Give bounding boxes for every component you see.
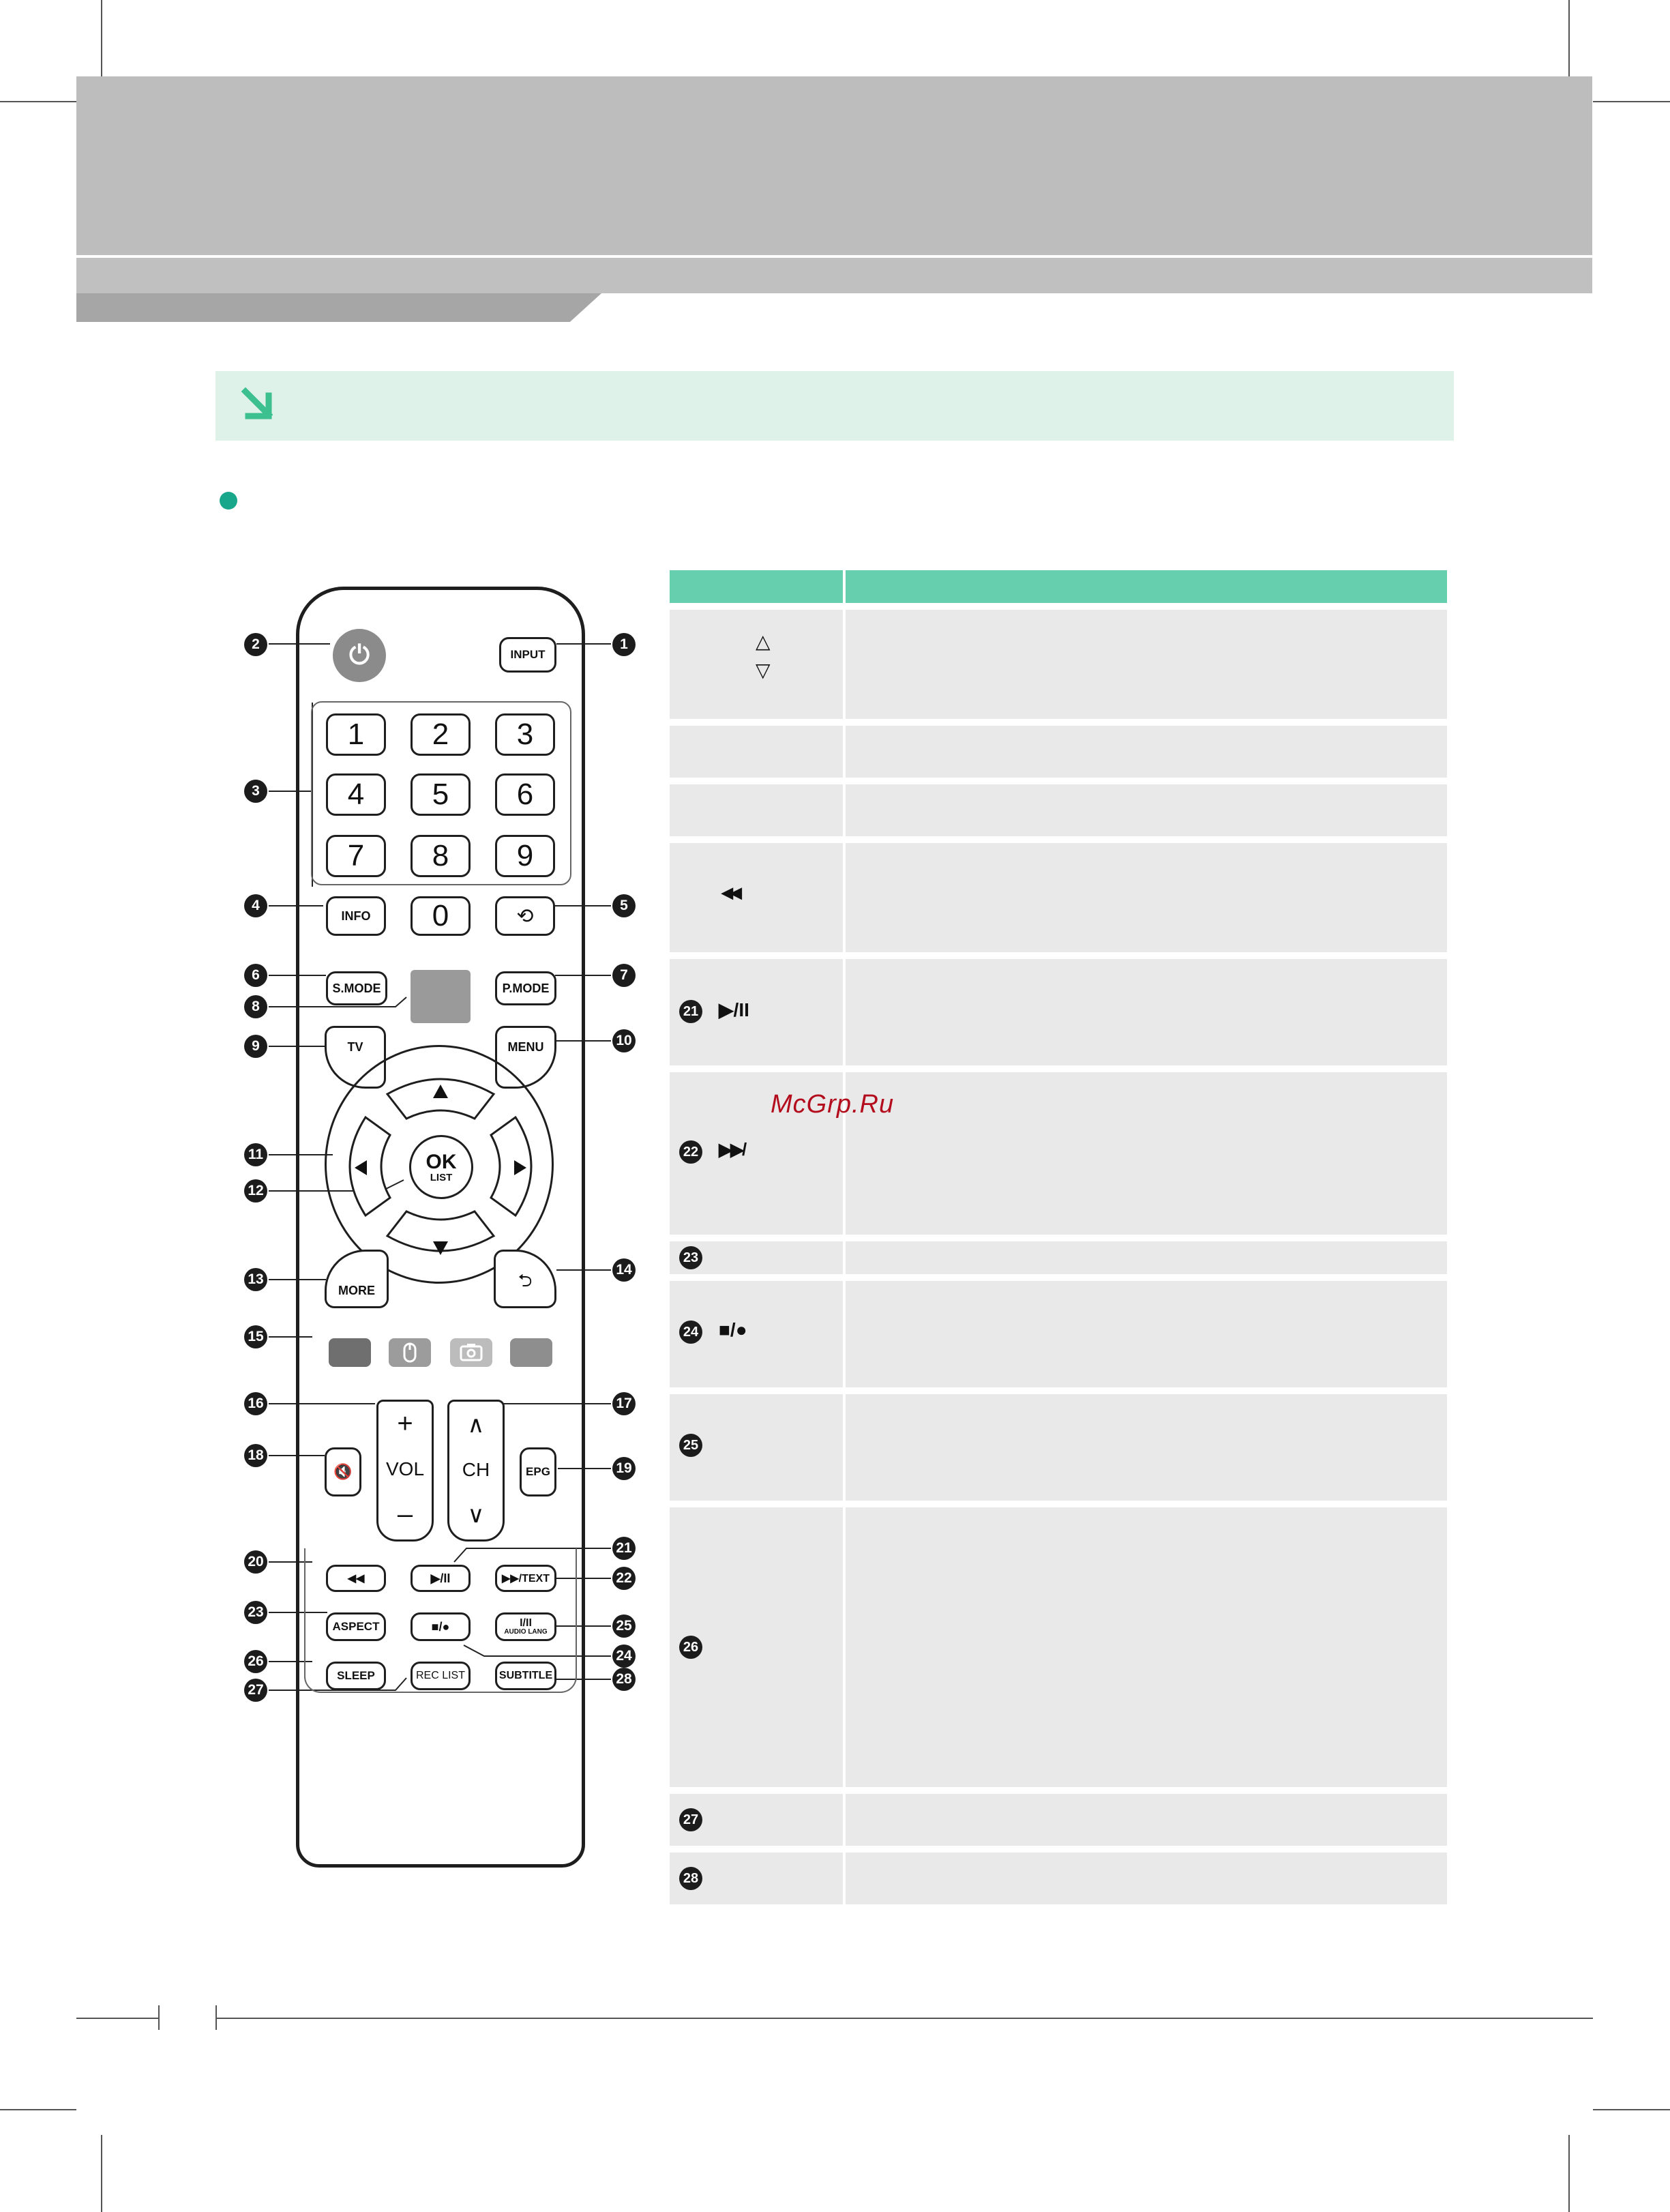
callout-18: 18 [244,1444,267,1467]
input-button[interactable]: INPUT [499,637,556,673]
aspect-button[interactable]: ASPECT [326,1612,386,1641]
table-cell-desc [846,1281,1447,1387]
table-cell-desc [846,1394,1447,1501]
more-button[interactable]: MORE [325,1250,389,1308]
table-cell-key [670,1281,843,1387]
row-number-badge: 27 [679,1808,702,1831]
callout-1: 1 [612,633,636,656]
footer-tick [158,2005,160,2030]
callout-3: 3 [244,780,267,803]
fast-forward-icon: ▶▶/ [719,1139,745,1160]
sleep-button[interactable]: SLEEP [326,1662,386,1690]
audio-lang-button[interactable] [495,1612,556,1641]
info-button[interactable]: INFO [326,896,386,936]
camera-icon [450,1338,492,1367]
power-button[interactable]: ⏻ [333,629,386,682]
channel-down-label: ∨ [467,1502,485,1528]
digit-5-button[interactable]: 5 [411,773,471,816]
callout-14: 14 [612,1258,636,1282]
rewind-icon: ◀◀ [721,884,739,901]
table-cell-desc [846,610,1447,719]
row-number-badge: 25 [679,1434,702,1457]
color-key-light[interactable] [510,1338,552,1367]
callout-27: 27 [244,1679,267,1702]
volume-rocker[interactable] [376,1400,434,1542]
table-row [670,784,1447,836]
digit-3-button[interactable]: 3 [495,713,555,756]
callout-22: 22 [612,1567,636,1590]
recall-button[interactable]: ⟲ [495,896,555,936]
stop-record-button[interactable]: ■/● [411,1612,471,1641]
callout-9: 9 [244,1035,267,1058]
rewind-button[interactable]: ◀◀ [326,1565,386,1592]
callout-25: 25 [612,1614,636,1638]
channel-rocker[interactable] [447,1400,505,1542]
table-row [670,959,1447,1065]
footer-rule-left [76,2018,158,2019]
callout-8: 8 [244,995,267,1018]
audio-top-label: I/II [520,1617,532,1629]
watermark: McGrp.Ru [771,1090,895,1119]
table-cell-desc [846,1241,1447,1274]
table-row [670,843,1447,952]
channel-label: CH [462,1459,490,1480]
table-cell-key [670,610,843,719]
callout-13: 13 [244,1268,267,1291]
callout-24: 24 [612,1645,636,1668]
fast-forward-text-button[interactable]: ▶▶/TEXT [495,1565,556,1592]
rec-list-button[interactable]: REC LIST [411,1662,471,1690]
table-cell-desc [846,1507,1447,1787]
color-key-camera[interactable] [450,1338,492,1367]
play-pause-icon: ▶/II [719,999,749,1020]
table-header-col2 [846,570,1447,603]
footer-rule [215,2018,1593,2019]
callout-16: 16 [244,1392,267,1415]
callout-26: 26 [244,1650,267,1673]
callout-28: 28 [612,1668,636,1691]
table-cell-key [670,959,843,1065]
audio-bottom-label: AUDIO LANG [504,1628,548,1636]
table-cell-key [670,1794,843,1846]
table-cell-desc [846,1794,1447,1846]
channel-up-label: ∧ [467,1412,485,1438]
list-label: LIST [430,1171,453,1183]
table-cell-key [670,726,843,778]
table-header-col1 [670,570,843,603]
digit-4-button[interactable]: 4 [326,773,386,816]
callout-7: 7 [612,964,636,987]
table-row [670,1853,1447,1904]
tv-button[interactable]: TV [325,1026,386,1089]
table-cell-key [670,1853,843,1904]
back-button[interactable]: ⮌ [494,1250,556,1308]
s-mode-button[interactable]: S.MODE [326,971,387,1005]
callout-5: 5 [612,894,636,917]
table-row [670,1281,1447,1387]
mute-button[interactable]: 🔇 [325,1447,361,1496]
callout-2: 2 [244,633,267,656]
epg-button[interactable]: EPG [520,1447,556,1496]
table-cell-key [670,1507,843,1787]
callout-20: 20 [244,1550,267,1574]
table-row [670,1507,1447,1787]
row-number-badge: 22 [679,1140,702,1164]
table-cell-desc [846,726,1447,778]
callout-21: 21 [612,1537,636,1560]
table-row [670,1394,1447,1501]
table-cell-desc [846,959,1447,1065]
stop-record-icon: ■/● [719,1319,747,1340]
digit-8-button[interactable]: 8 [411,835,471,877]
digit-0-button[interactable]: 0 [411,896,471,936]
volume-up-label: + [397,1409,413,1439]
color-key-mouse[interactable] [389,1338,431,1367]
volume-down-label: – [397,1499,413,1529]
callout-11: 11 [244,1143,267,1166]
callout-12: 12 [244,1179,267,1203]
color-key-dark[interactable] [329,1338,371,1367]
callout-19: 19 [612,1457,636,1480]
blank-gray-button[interactable] [411,970,471,1023]
subtitle-button[interactable]: SUBTITLE [495,1662,556,1690]
p-mode-button[interactable]: P.MODE [495,971,556,1005]
mouse-icon [389,1338,431,1367]
table-cell-key [670,843,843,952]
callout-4: 4 [244,894,267,917]
table-row [670,610,1447,719]
table-cell-key [670,784,843,836]
ok-label: OK [426,1150,457,1173]
digit-9-button[interactable]: 9 [495,835,555,877]
down-triangle-icon: ▽ [756,660,771,681]
table-row [670,1241,1447,1274]
callout-17: 17 [612,1392,636,1415]
callout-10: 10 [612,1029,636,1052]
digit-1-button[interactable]: 1 [326,713,386,756]
callout-23: 23 [244,1601,267,1624]
callout-15: 15 [244,1325,267,1348]
table-row [670,726,1447,778]
table-cell-desc [846,1072,1447,1235]
play-pause-button[interactable]: ▶/II [411,1565,471,1592]
table-cell-key [670,1241,843,1274]
up-triangle-icon: △ [756,631,771,652]
digit-7-button[interactable]: 7 [326,835,386,877]
row-number-badge: 23 [679,1246,702,1269]
row-number-badge: 26 [679,1636,702,1659]
table-row [670,1794,1447,1846]
volume-label: VOL [385,1458,425,1479]
digit-6-button[interactable]: 6 [495,773,555,816]
menu-button[interactable]: MENU [495,1026,556,1089]
table-cell-key [670,1394,843,1501]
row-number-badge: 28 [679,1867,702,1890]
table-cell-desc [846,843,1447,952]
row-number-badge: 24 [679,1321,702,1344]
callout-6: 6 [244,964,267,987]
table-cell-desc [846,784,1447,836]
ok-list-button[interactable] [409,1135,473,1199]
row-number-badge: 21 [679,1000,702,1023]
table-cell-desc [846,1853,1447,1904]
digit-2-button[interactable]: 2 [411,713,471,756]
